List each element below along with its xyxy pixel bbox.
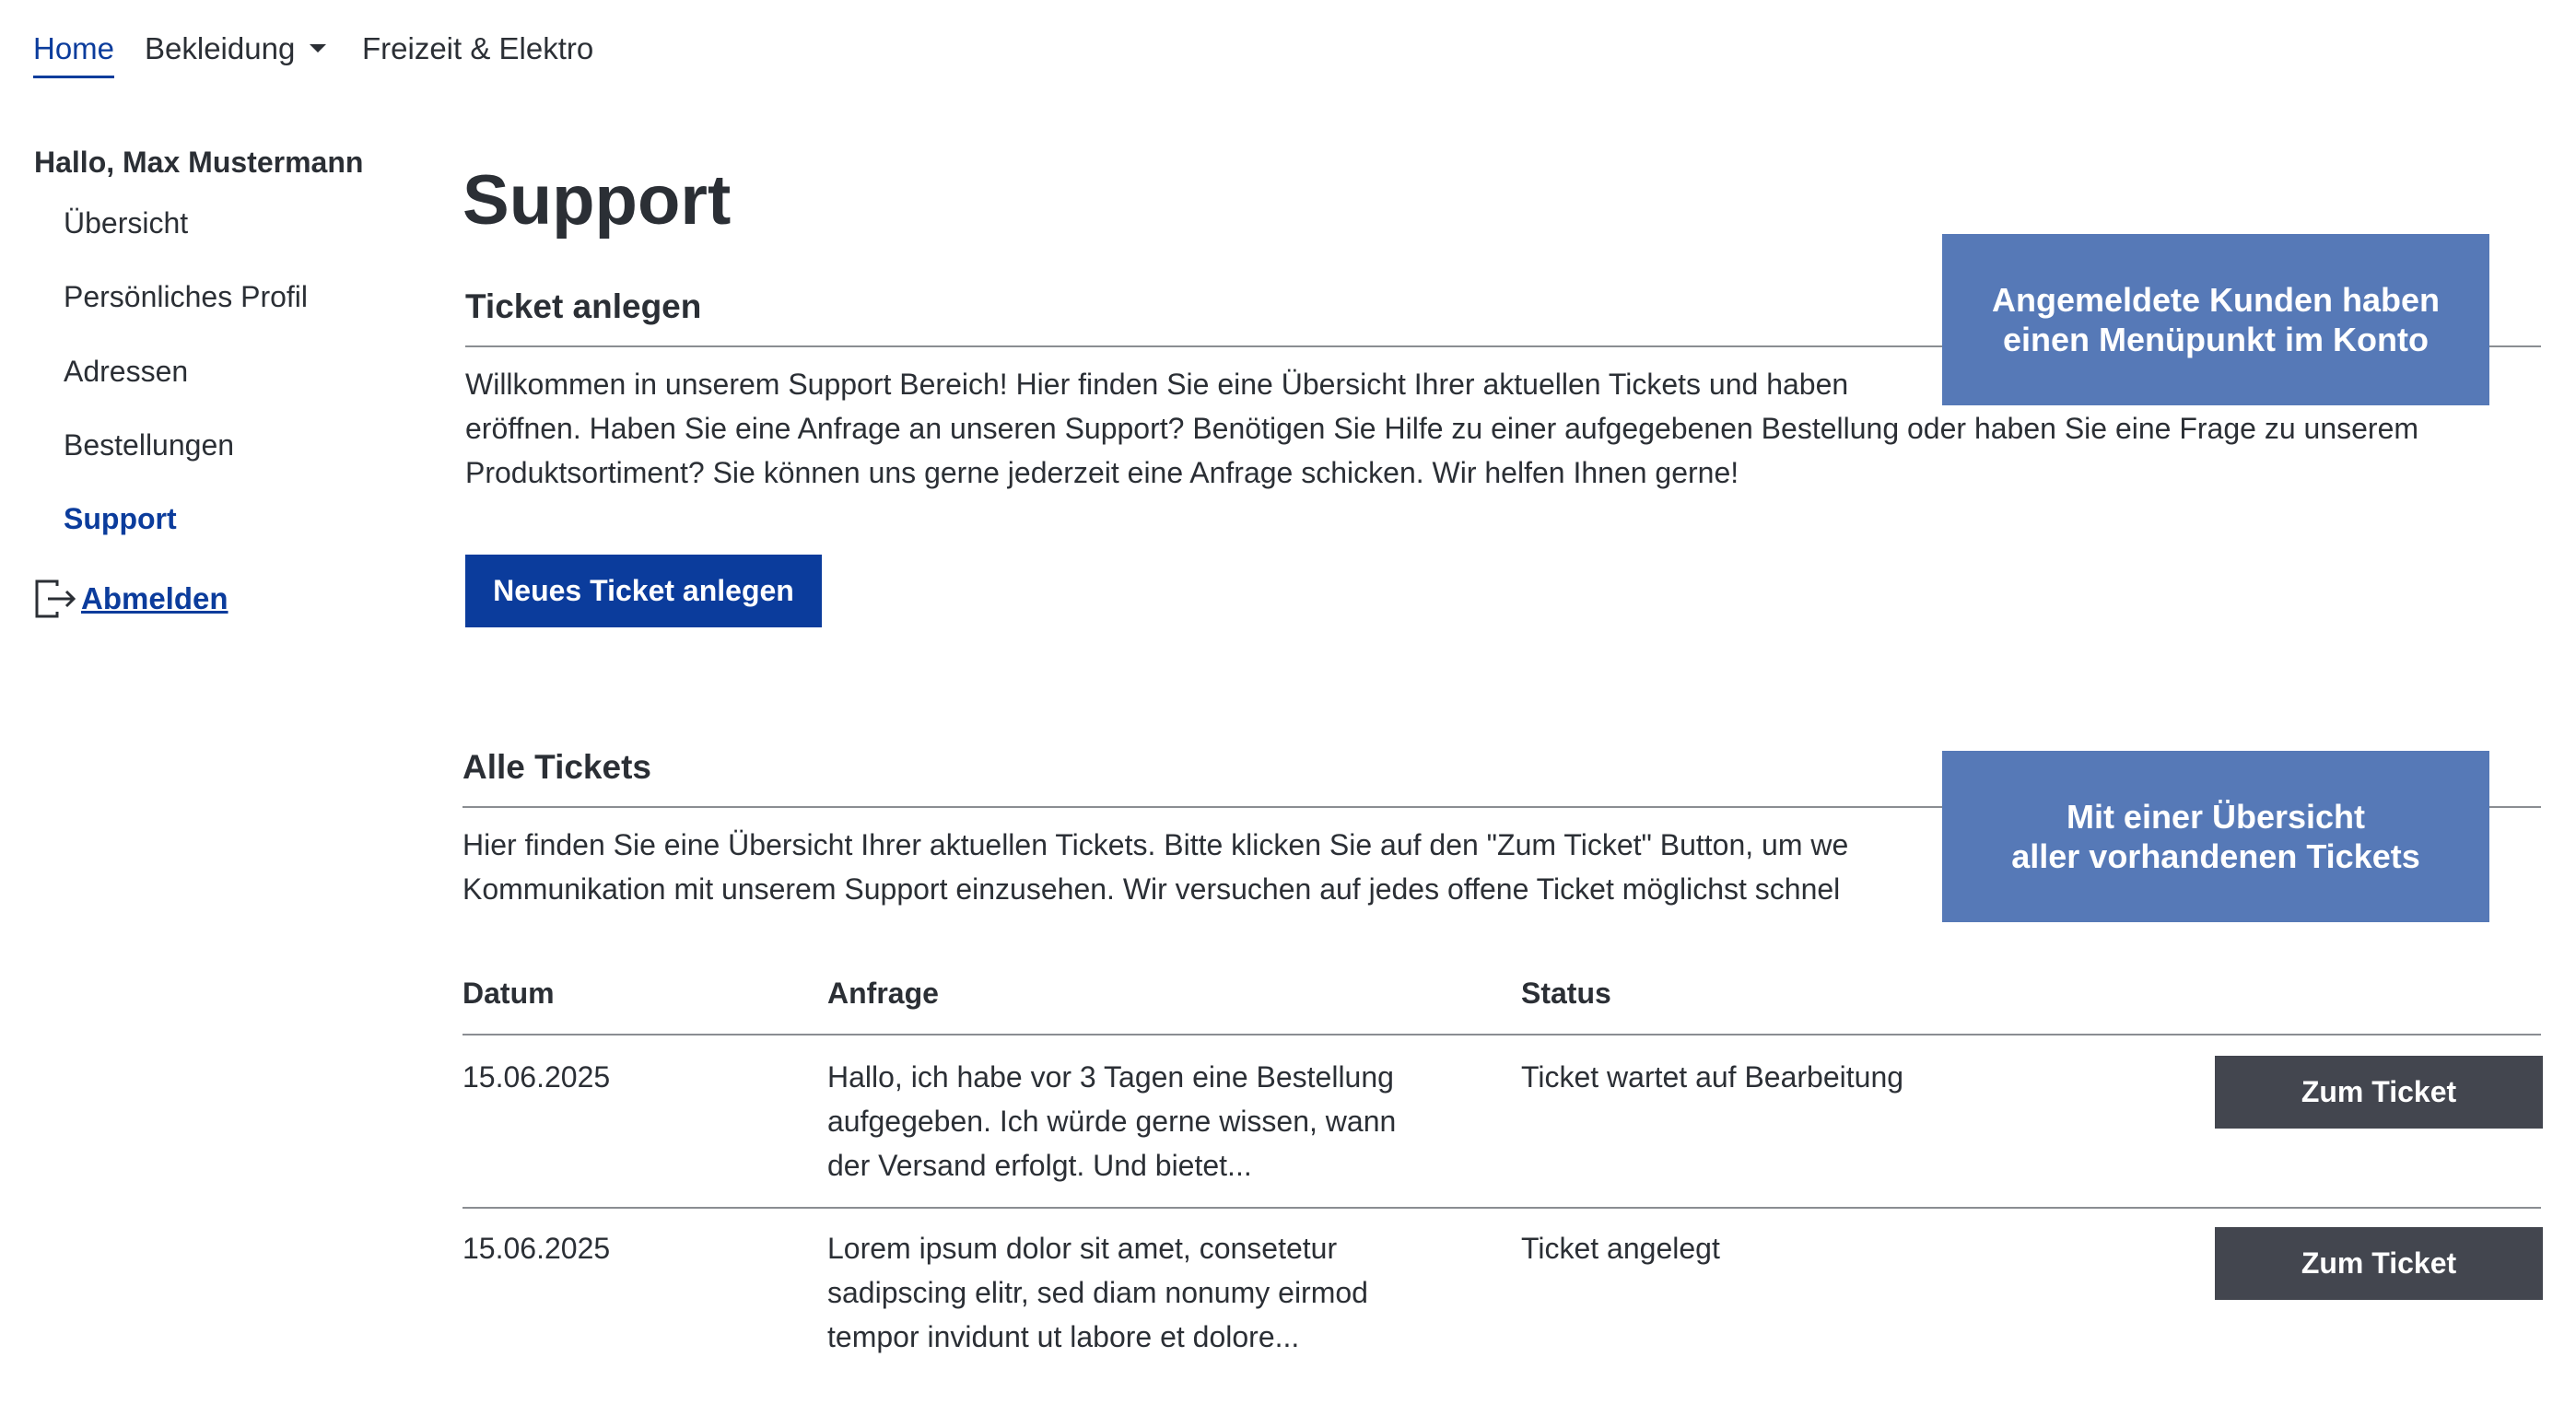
account-menu-callout: Angemeldete Kunden haben einen Menüpunkt im Konto — [1942, 234, 2489, 405]
table-row — [463, 1209, 2541, 1393]
ticket-date: 15.06.2025 — [463, 1232, 611, 1265]
logout-link[interactable] — [33, 578, 228, 620]
column-header-date: Datum — [463, 977, 555, 1010]
create-ticket-text: Willkommen in unserem Support Bereich! Hier finden Sie eine Übersicht Ihrer aktuellen Tickets und haben eröffnen. Haben Sie eine Anfrage an unseren Support? Benötigen Sie Hilfe zu einer aufgegebenen Bestellung oder haben Sie eine Frage zu unserem Produktsortiment? Sie können uns gerne jederzeit eine Anfrage schicken. Wir helfen Ihnen gerne! — [465, 368, 2419, 489]
ticket-overview-callout: Mit einer Übersicht aller vorhandenen Tickets — [1942, 751, 2489, 922]
ticket-request: Hallo, ich habe vor 3 Tagen eine Bestellung aufgegeben. Ich würde gerne wissen, wann der Versand erfolgt. Und bietet... — [827, 1060, 1397, 1182]
all-tickets-text: Hier finden Sie eine Übersicht Ihrer aktuellen Tickets. Bitte klicken Sie auf den "Zum Ticket" Button, um we Kommunikation mit unserem Support einzusehen. Wir versuchen auf jedes offene Ticket möglichst schnel — [463, 828, 1849, 906]
account-greeting: Hallo, Max Mustermann — [34, 146, 364, 179]
create-ticket-heading: Ticket anlegen — [465, 287, 702, 325]
ticket-status: Ticket wartet auf Bearbeitung — [1521, 1060, 1904, 1094]
nav-clothing-label: Bekleidung — [145, 31, 296, 65]
nav-leisure-electronics[interactable]: Freizeit & Elektro — [362, 31, 594, 65]
sidebar-item-support[interactable]: Support — [64, 502, 177, 535]
sidebar-item-overview[interactable]: Übersicht — [64, 206, 189, 240]
sidebar-item-profile[interactable]: Persönliches Profil — [64, 280, 308, 313]
open-ticket-button[interactable]: Zum Ticket — [2215, 1056, 2543, 1129]
new-ticket-button[interactable]: Neues Ticket anlegen — [465, 555, 822, 627]
ticket-status: Ticket angelegt — [1521, 1232, 1720, 1265]
logout-label: Abmelden — [81, 581, 228, 615]
all-tickets-heading: Alle Tickets — [463, 748, 651, 786]
logout-icon — [33, 578, 77, 620]
column-header-request: Anfrage — [827, 977, 939, 1010]
open-ticket-button[interactable]: Zum Ticket — [2215, 1227, 2543, 1300]
sidebar-item-addresses[interactable]: Adressen — [64, 355, 189, 388]
nav-home[interactable]: Home — [33, 31, 115, 65]
ticket-request: Lorem ipsum dolor sit amet, consetetur sadipscing elitr, sed diam nonumy eirmod tempor invidunt ut labore et dolore... — [827, 1232, 1368, 1353]
ticket-date: 15.06.2025 — [463, 1060, 611, 1094]
sidebar-item-orders[interactable]: Bestellungen — [64, 428, 235, 462]
caret-down-icon — [310, 44, 326, 53]
nav-clothing[interactable] — [145, 31, 326, 66]
column-header-status: Status — [1521, 977, 1611, 1010]
page-title: Support — [463, 161, 732, 240]
table-row — [463, 1035, 2541, 1207]
